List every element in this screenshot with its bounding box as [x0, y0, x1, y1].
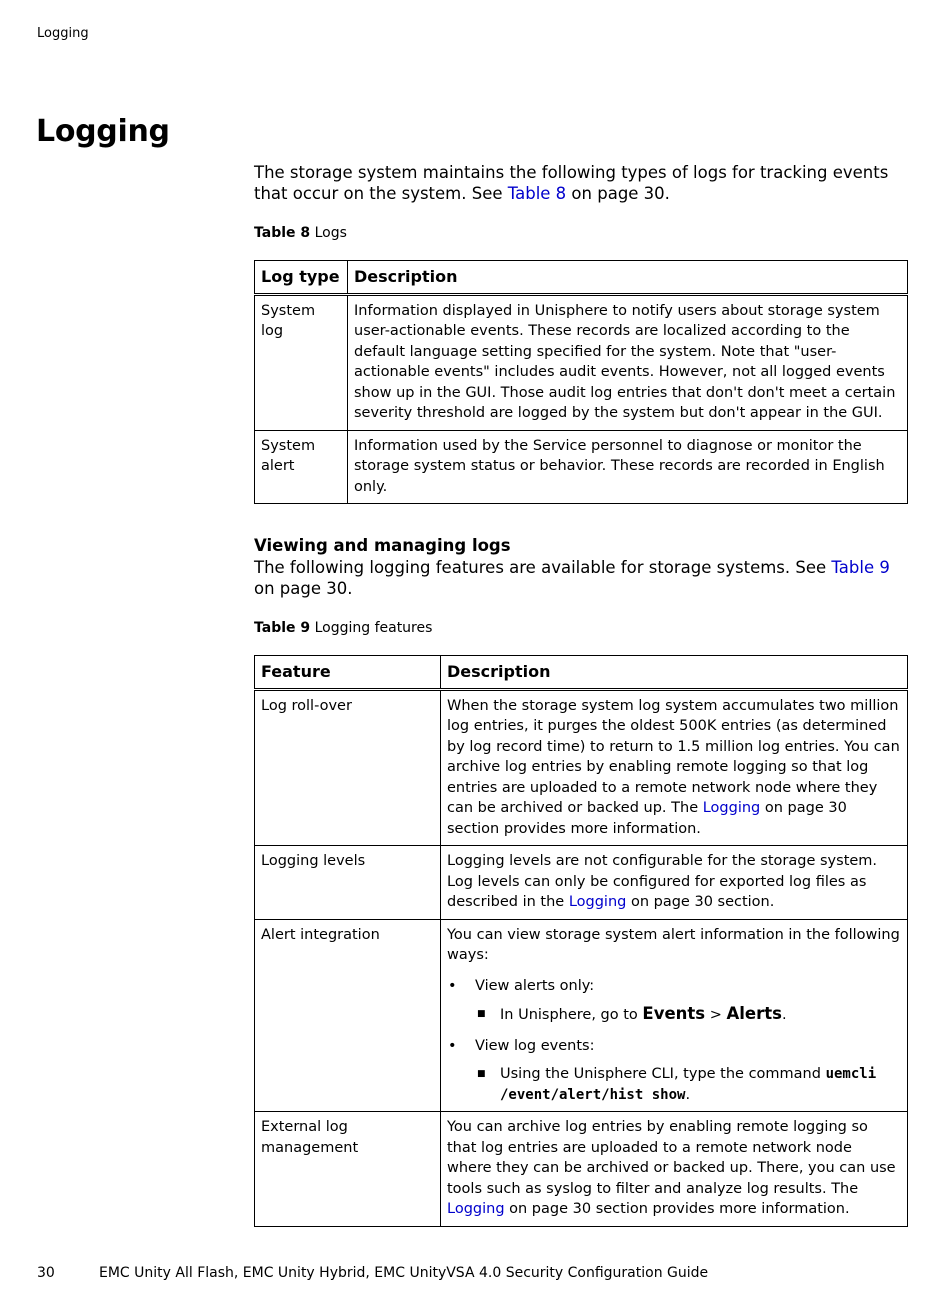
feature-cell: Alert integration	[255, 919, 441, 1112]
description-cell	[441, 846, 908, 920]
table-row	[255, 846, 908, 920]
table-header-row	[255, 261, 908, 295]
sub-item-end: .	[781, 1007, 787, 1023]
page-footer	[37, 1265, 708, 1281]
column-header-description: Description	[348, 261, 908, 295]
description-text: Logging levels are not configurable for the storage system. Log levels can only be configured for exported log files as described in the	[447, 853, 878, 910]
description-text-end: on page 30 section.	[626, 894, 775, 910]
sub-list-item	[475, 1004, 901, 1026]
menu-path-events: Events	[642, 1004, 706, 1023]
column-header-log-type: Log type	[255, 261, 348, 295]
section-heading: Viewing and managing logs	[254, 536, 511, 555]
feature-cell: Log roll-over	[255, 689, 441, 846]
description-cell	[441, 919, 908, 1112]
table9-link[interactable]: Table 9	[831, 558, 890, 577]
table9-caption-text: Logging features	[310, 620, 433, 636]
feature-cell: External log management	[255, 1112, 441, 1227]
description-text: You can archive log entries by enabling remote logging so that log entries are uploaded to a remote network node where they can be archived or backed up. There, you can use tools such as syslog to filter and analyze log results. The	[447, 1119, 896, 1197]
description-cell: Information used by the Service personnel to diagnose or monitor the storage system status or behavior. These records are recorded in English only.	[348, 430, 908, 504]
menu-path-separator: >	[705, 1007, 727, 1023]
sub-list	[475, 1064, 901, 1105]
feature-cell: Logging levels	[255, 846, 441, 920]
logging-link[interactable]: Logging	[568, 894, 627, 910]
description-text-end: on page 30 section provides more information.	[504, 1201, 850, 1217]
intro-text-end: on page 30.	[566, 184, 670, 203]
sub-item-text: In Unisphere, go to	[500, 1007, 643, 1023]
section-text-end: on page 30.	[254, 579, 353, 598]
section-paragraph	[254, 557, 908, 599]
sub-list-item	[475, 1064, 901, 1105]
log-type-cell: System alert	[255, 430, 348, 504]
bullet-list	[447, 976, 901, 1106]
column-header-description: Description	[441, 656, 908, 690]
menu-path-alerts: Alerts	[726, 1004, 782, 1023]
table8-link[interactable]: Table 8	[507, 184, 567, 203]
description-cell	[441, 1112, 908, 1227]
table-row	[255, 919, 908, 1112]
column-header-feature: Feature	[255, 656, 441, 690]
logs-table	[254, 260, 908, 504]
table-header-row	[255, 656, 908, 690]
logging-link[interactable]: Logging	[447, 1201, 505, 1217]
table-row	[255, 294, 908, 430]
intro-text: The storage system maintains the following types of logs for tracking events that occur on the system. See	[254, 163, 889, 203]
table9-caption	[254, 620, 908, 636]
guide-title: EMC Unity All Flash, EMC Unity Hybrid, EMC UnityVSA 4.0 Security Configuration Guide	[99, 1265, 709, 1281]
description-text-end: on page 30 section provides more information.	[447, 800, 847, 837]
description-cell	[441, 689, 908, 846]
page-title: Logging	[36, 114, 170, 149]
table8-caption-text: Logs	[310, 225, 347, 241]
logging-link[interactable]: Logging	[702, 800, 761, 816]
description-text: When the storage system log system accumulates two million log entries, it purges the oldest 500K entries (as determined by log record time) to return to 1.5 million log entries. You can archive log entries by enabling remote logging so that log entries are uploaded to a remote network node where they can be archived or backed up. The	[447, 697, 900, 816]
sub-list	[475, 1004, 901, 1026]
table-row	[255, 430, 908, 504]
bullet-text: View alerts only:	[475, 977, 595, 994]
description-cell: Information displayed in Unisphere to notify users about storage system user-actionable events. These records are localized according to the default language setting specified for the system. Note that "user-actionable events" includes audit events. However, not all logged events show up in the GUI. Those audit log entries that don't don't meet a certain severity threshold are logged by the system but don't appear in the GUI.	[348, 294, 908, 430]
sub-item-text: Using the Unisphere CLI, type the command	[500, 1066, 826, 1082]
sub-item-end: .	[685, 1086, 691, 1103]
bullet-text: View log events:	[475, 1037, 595, 1054]
table9-caption-label: Table 9	[254, 620, 311, 636]
cli-command: uemcli /event/alert/hist show	[500, 1066, 877, 1103]
table-row	[255, 689, 908, 846]
table-row	[255, 1112, 908, 1227]
log-type-cell: System log	[255, 294, 348, 430]
section-text: The following logging features are available for storage systems. See	[254, 558, 832, 577]
table8-caption	[254, 225, 908, 241]
list-item	[447, 1036, 901, 1106]
intro-paragraph	[254, 162, 908, 204]
description-text: You can view storage system alert information in the following ways:	[447, 926, 900, 963]
list-item	[447, 976, 901, 1026]
logging-features-table	[254, 655, 908, 1227]
table8-caption-label: Table 8	[254, 225, 311, 241]
main-content	[254, 162, 908, 1227]
running-header: Logging	[37, 26, 89, 41]
page-number: 30	[37, 1265, 55, 1281]
